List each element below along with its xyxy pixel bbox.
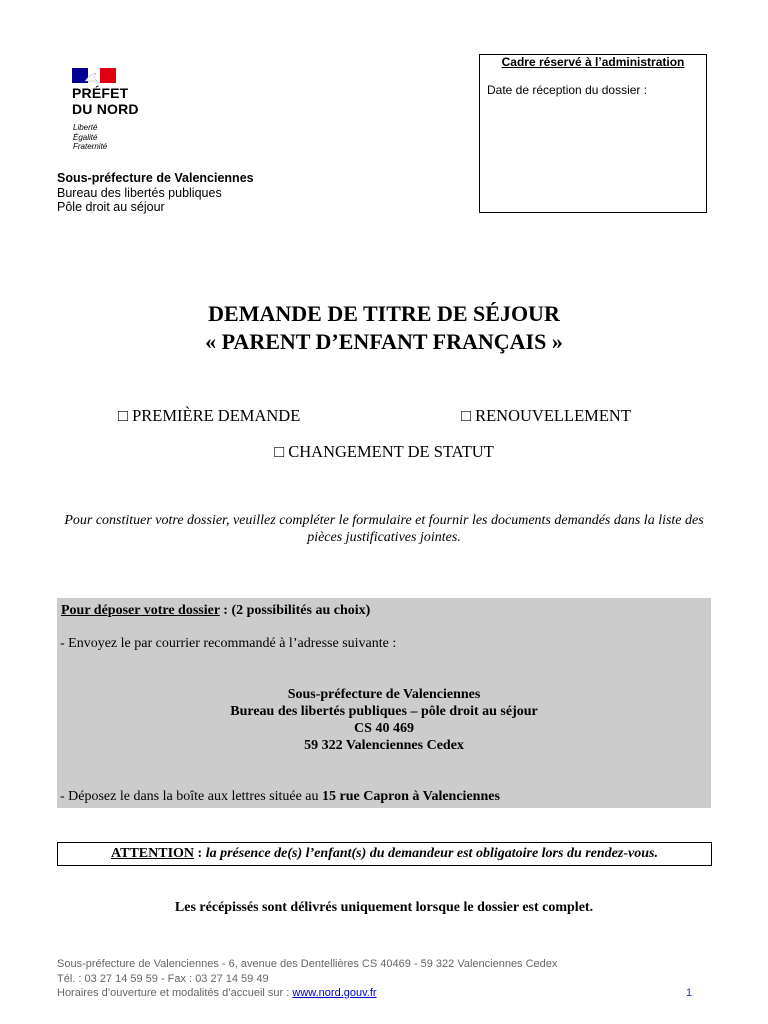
intro-text: Pour constituer votre dossier, veuillez compléter le formulaire et fournir les documents demandés dans la liste des pièces justificatives jointes. [64, 513, 704, 545]
dropbox-prefix: - Déposez le dans la boîte aux lettres située au [60, 789, 323, 804]
deposit-heading-underlined: Pour déposer votre dossier [61, 603, 220, 618]
address-line-2: Bureau des libertés publiques – pôle droit au séjour [230, 704, 538, 719]
title-line-2: « PARENT D’ENFANT FRANÇAIS » [205, 329, 563, 354]
motto-egalite: Égalité [73, 132, 98, 142]
attention-message: la présence de(s) l’enfant(s) du demandeur est obligatoire lors du rendez-vous. [205, 846, 658, 861]
dropbox-address: 15 rue Capron à Valenciennes [322, 789, 500, 804]
page-footer [57, 957, 557, 1001]
checkbox-icon[interactable]: □ [118, 406, 128, 425]
deposit-mail-line: - Envoyez le par courrier recommandé à l’adresse suivante : [60, 636, 397, 651]
office-name: Sous-préfecture de Valenciennes [57, 171, 254, 185]
title-line-1: DEMANDE DE TITRE DE SÉJOUR [208, 301, 560, 326]
footer-hours-prefix: Horaires d’ouverture et modalités d’accueil sur : [57, 987, 293, 999]
address-line-3: CS 40 469 [354, 721, 414, 736]
option-first-request-label: PREMIÈRE DEMANDE [132, 406, 301, 425]
deposit-heading [61, 602, 370, 619]
logo-motto [73, 123, 107, 152]
option-renewal[interactable] [461, 406, 631, 426]
motto-fraternite: Fraternité [73, 142, 108, 151]
option-first-request[interactable] [118, 406, 300, 426]
checkbox-icon[interactable]: □ [461, 406, 471, 425]
page-number: 1 [686, 987, 693, 999]
address-line-1: Sous-préfecture de Valenciennes [287, 687, 481, 702]
office-block [57, 171, 254, 215]
deposit-heading-rest: : (2 possibilités au choix) [219, 603, 371, 618]
office-bureau: Bureau des libertés publiques [57, 185, 222, 200]
footer-address: Sous-préfecture de Valenciennes - 6, avenue des Dentellières CS 40469 - 59 322 Valenciennes Cedex [57, 958, 558, 970]
mailing-address [57, 686, 711, 754]
deposit-instructions-box [57, 598, 711, 808]
attention-label: ATTENTION [111, 846, 195, 861]
admin-reserved-box [479, 54, 707, 213]
admin-box-title: Cadre réservé à l’administration [501, 55, 685, 69]
option-status-change[interactable] [0, 442, 768, 462]
deposit-dropbox-line [60, 788, 500, 805]
marianne-flag-icon [72, 68, 116, 83]
attention-notice [57, 842, 712, 866]
footer-website-link[interactable]: www.nord.gouv.fr [292, 987, 377, 999]
logo-line-prefet: PRÉFET [72, 85, 129, 101]
option-renewal-label: RENOUVELLEMENT [475, 406, 631, 425]
page-title [0, 300, 768, 356]
logo-line-du-nord: DU NORD [72, 101, 139, 117]
option-status-change-label: CHANGEMENT DE STATUT [288, 442, 494, 461]
footer-hours [57, 986, 557, 1001]
reception-date-label: Date de réception du dossier : [487, 83, 648, 97]
footer-phone: Tél. : 03 27 14 59 59 - Fax : 03 27 14 59 49 [57, 972, 269, 985]
checkbox-icon[interactable]: □ [274, 442, 285, 461]
attention-separator: : [194, 846, 206, 861]
receipt-notice: Les récépissés sont délivrés uniquement lorsque le dossier est complet. [174, 900, 594, 915]
motto-liberte: Liberté [73, 123, 98, 132]
office-pole: Pôle droit au séjour [57, 200, 165, 214]
prefecture-logo [72, 66, 192, 156]
address-line-4: 59 322 Valenciennes Cedex [304, 738, 464, 753]
